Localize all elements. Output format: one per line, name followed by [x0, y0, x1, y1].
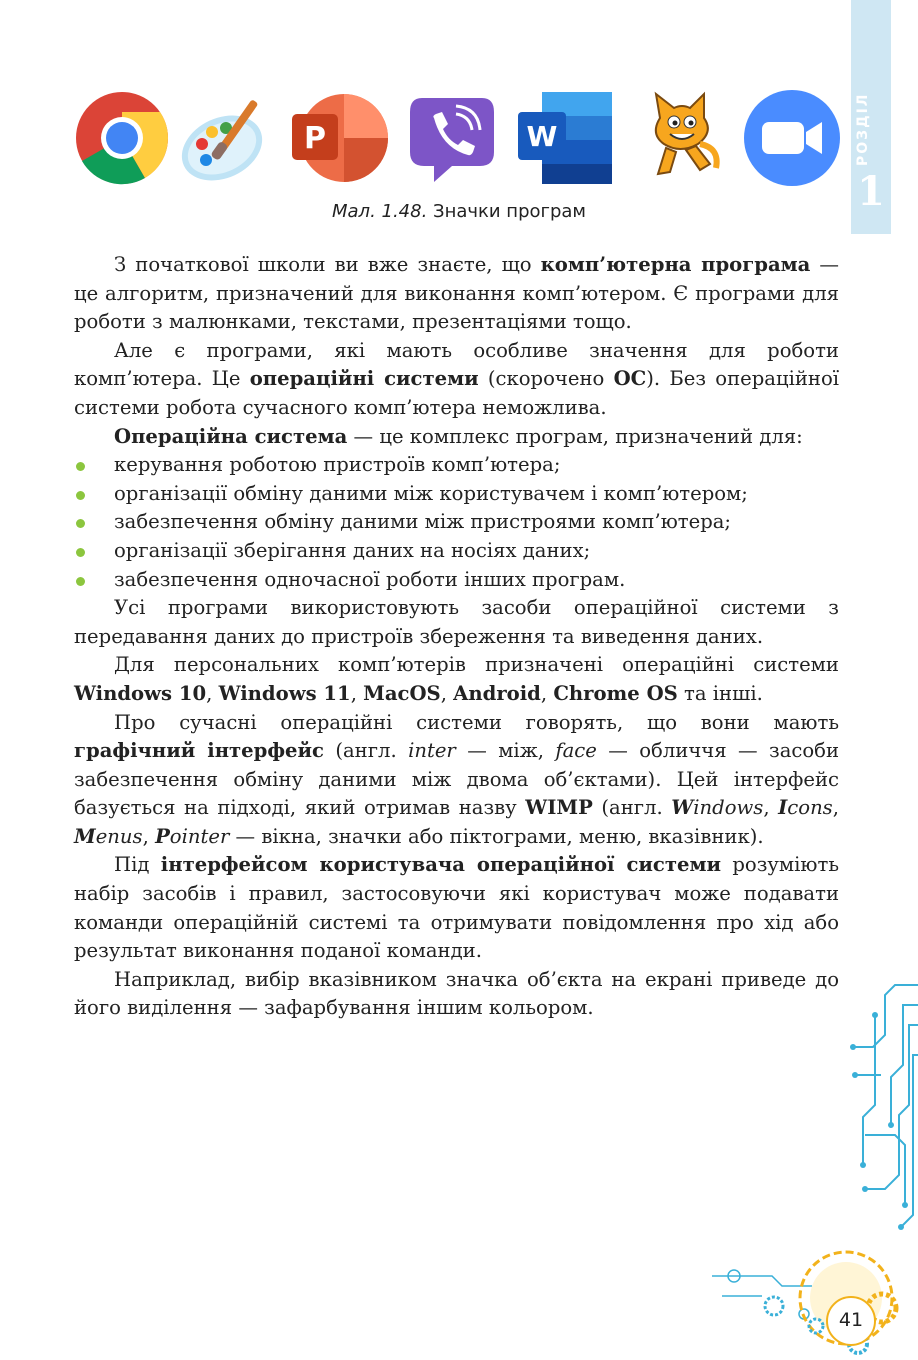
text-run: — це комплекс програм, призначений для:: [347, 424, 803, 448]
list-item: [74, 537, 839, 566]
term-operating-system: Операційна система: [114, 424, 348, 448]
text-run: ,: [763, 796, 779, 820]
svg-text:W: W: [526, 120, 558, 153]
text-run: — вікна, значки або піктограми, меню, вказівник).: [229, 824, 764, 848]
text-run: ,: [832, 796, 839, 820]
list-item-text: організації обміну даними між користувачем і комп’ютером;: [114, 481, 748, 505]
program-icons-row: [72, 88, 847, 192]
wimp-word: cons: [787, 796, 833, 820]
text-run: (англ.: [323, 739, 409, 763]
caption-number: Мал. 1.48.: [332, 201, 428, 222]
wimp-letter: P: [155, 824, 170, 848]
powerpoint-icon: [288, 88, 388, 188]
chapter-tab: [851, 0, 891, 234]
chapter-number: 1: [857, 168, 885, 215]
list-item: [74, 508, 839, 537]
bullet-icon: [76, 491, 85, 500]
bullet-icon: [76, 462, 85, 471]
text-run: Під: [114, 853, 161, 877]
os-windows-11: Windows 11: [218, 681, 351, 705]
main-text: [74, 251, 839, 1023]
chapter-label: РОЗДІЛ: [855, 92, 871, 166]
bullet-icon: [76, 519, 85, 528]
word-icon: [514, 88, 614, 188]
list-item: [74, 480, 839, 509]
text-run: — це алгоритм, призначений для виконання комп’ютером. Є програми для роботи з малюнками, текстами, презентаціями тощо.: [74, 253, 840, 334]
text-run: ,: [206, 681, 219, 705]
term-operating-systems: операційні системи: [249, 367, 479, 391]
circuit-decoration: [845, 975, 918, 1255]
text-run: Про сучасні операційні системи говорять, що вони мають: [114, 710, 839, 734]
paragraph-1: [74, 251, 839, 337]
term-wimp: WIMP: [525, 796, 593, 820]
wimp-letter: W: [671, 796, 694, 820]
chrome-icon: [72, 88, 172, 188]
list-item-text: забезпечення одночасної роботи інших програм.: [114, 567, 626, 591]
text-run: та інші.: [677, 681, 763, 705]
wimp-word: enus: [95, 824, 143, 848]
english-word-inter: inter: [408, 739, 456, 763]
text-run: З початкової школи ви вже знаєте, що: [114, 253, 541, 276]
list-item-text: забезпечення обміну даними між пристроями комп’ютера;: [114, 510, 732, 534]
list-item: [74, 566, 839, 595]
english-word-face: face: [555, 739, 597, 763]
paint-icon: [176, 88, 276, 188]
os-macos: MacOS: [363, 681, 441, 705]
svg-text:P: P: [304, 121, 326, 156]
text-run: ,: [350, 681, 364, 705]
caption-text: Значки програм: [427, 201, 586, 222]
gears-decoration: [712, 1240, 918, 1360]
figure-caption: [0, 201, 918, 222]
wimp-word: indows: [693, 796, 764, 820]
term-user-interface: інтерфейсом користувача операційної системи: [160, 853, 721, 877]
text-run: Але є програми, які мають особливе значення для роботи комп’ютера. Це: [74, 338, 839, 391]
os-functions-list: [74, 451, 839, 594]
viber-icon: [402, 88, 502, 188]
text-run: ,: [142, 824, 156, 848]
bullet-icon: [76, 548, 85, 557]
term-computer-program: комп’ютерна програма: [540, 253, 811, 276]
text-run: — між,: [455, 739, 556, 763]
wimp-letter: M: [74, 824, 96, 848]
text-run: ). Без операційної системи робота сучасного комп’ютера неможлива.: [74, 367, 840, 419]
text-run: (скорочено: [478, 367, 614, 391]
wimp-word: ointer: [169, 824, 230, 848]
os-chrome-os: Chrome OS: [553, 681, 678, 705]
text-run: Для персональних комп’ютерів призначені операційні системи: [114, 653, 839, 677]
paragraph-3: [74, 423, 839, 452]
text-run: розуміють набір засобів і правил, застосовуючи які користувач може подавати команди операційній системі та отримувати повідомлення про хід або результат виконання поданої команди.: [74, 853, 839, 963]
paragraph-8: Наприклад, вибір вказівником значка об’єкта на екрані приведе до його виділення — зафарбування іншим кольором.: [74, 967, 839, 1020]
wimp-letter: I: [778, 796, 788, 820]
text-run: ,: [540, 681, 554, 705]
paragraph-5: [74, 651, 839, 708]
term-graphical-interface: графічний інтерфейс: [74, 739, 324, 763]
page-number: 41: [826, 1296, 876, 1346]
list-item-text: керування роботою пристроїв комп’ютера;: [114, 453, 561, 477]
term-os: ОС: [613, 367, 647, 391]
os-windows-10: Windows 10: [74, 681, 207, 705]
text-run: — обличчя — засоби забезпечення обміну даними між двома об’єктами). Цей інтерфейс базується на підході, який отримав назву: [74, 739, 840, 820]
text-run: (англ.: [592, 796, 672, 820]
scratch-icon: [630, 88, 730, 188]
bullet-icon: [76, 577, 85, 586]
paragraph-7: [74, 851, 839, 965]
os-android: Android: [453, 681, 541, 705]
paragraph-6: [74, 709, 839, 852]
text-run: ,: [440, 681, 454, 705]
paragraph-2: [74, 337, 839, 423]
list-item: [74, 451, 839, 480]
zoom-icon: [742, 88, 842, 188]
list-item-text: організації зберігання даних на носіях даних;: [114, 538, 591, 562]
paragraph-4: Усі програми використовують засоби операційної системи з передавання даних до пристроїв збереження та виведення даних.: [74, 596, 839, 648]
